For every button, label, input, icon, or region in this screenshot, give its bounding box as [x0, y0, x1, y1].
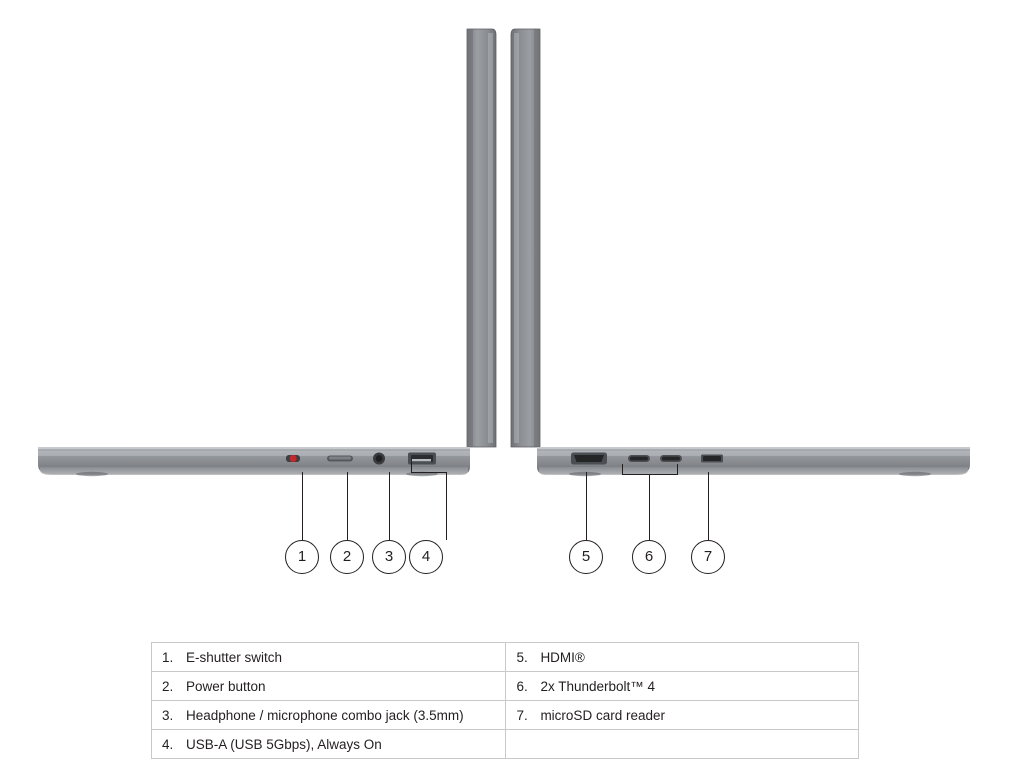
legend-label: USB-A (USB 5Gbps), Always On — [186, 736, 382, 752]
callout-7: 7 — [691, 540, 725, 574]
legend-table — [151, 642, 859, 759]
legend-label: HDMI® — [540, 649, 585, 665]
legend-cell-left — [152, 643, 506, 672]
laptop-base — [38, 447, 470, 476]
callout-1: 1 — [285, 540, 319, 574]
legend-label: Headphone / microphone combo jack (3.5mm) — [186, 707, 464, 723]
port-headphone-jack — [373, 453, 385, 465]
legend-cell-left — [152, 730, 506, 759]
port-e-shutter-switch — [286, 455, 300, 462]
leader-line-6-tick-b — [677, 464, 678, 475]
leader-line-7 — [708, 472, 709, 540]
laptop-right-side-view — [505, 15, 990, 485]
legend-row — [152, 672, 859, 701]
legend-number: 6. — [516, 678, 528, 694]
port-thunderbolt-2 — [660, 455, 682, 462]
legend-cell-right — [506, 643, 859, 672]
legend-cell-left — [152, 672, 506, 701]
legend-cell-right-empty — [506, 730, 859, 759]
laptop-lid — [511, 29, 540, 447]
callout-3: 3 — [372, 540, 406, 574]
legend-number: 5. — [516, 649, 528, 665]
port-usb-a — [408, 453, 436, 465]
leader-line-4-drop — [446, 472, 447, 540]
callout-6: 6 — [632, 540, 666, 574]
leader-line-2 — [347, 472, 348, 540]
laptop-left-side-view — [30, 15, 500, 485]
port-thunderbolt-1 — [628, 455, 650, 462]
legend-cell-left — [152, 701, 506, 730]
port-hdmi — [571, 453, 607, 465]
legend-label: Power button — [186, 678, 266, 694]
leader-line-4-horizontal — [411, 472, 446, 473]
legend-label: microSD card reader — [540, 707, 665, 723]
legend-row — [152, 643, 859, 672]
laptop-lid — [467, 29, 496, 447]
legend-label: E-shutter switch — [186, 649, 283, 665]
legend-number: 3. — [162, 707, 174, 723]
legend-label: 2x Thunderbolt™ 4 — [540, 678, 656, 694]
leader-line-3 — [389, 472, 390, 540]
leader-line-6 — [649, 474, 650, 540]
leader-line-6-tick-a — [622, 464, 623, 475]
legend-cell-right — [506, 672, 859, 701]
legend-number: 7. — [516, 707, 528, 723]
legend-cell-right — [506, 701, 859, 730]
legend-row — [152, 730, 859, 759]
leader-line-5 — [586, 472, 587, 540]
legend-number: 4. — [162, 736, 174, 752]
leader-line-1 — [302, 472, 303, 540]
callout-2: 2 — [330, 540, 364, 574]
legend-row — [152, 701, 859, 730]
leader-line-4 — [411, 462, 412, 473]
legend-number: 1. — [162, 649, 174, 665]
callout-4: 4 — [409, 540, 443, 574]
port-microsd-card-reader — [701, 455, 723, 463]
legend-number: 2. — [162, 678, 174, 694]
callout-5: 5 — [569, 540, 603, 574]
port-power-button — [327, 456, 353, 462]
